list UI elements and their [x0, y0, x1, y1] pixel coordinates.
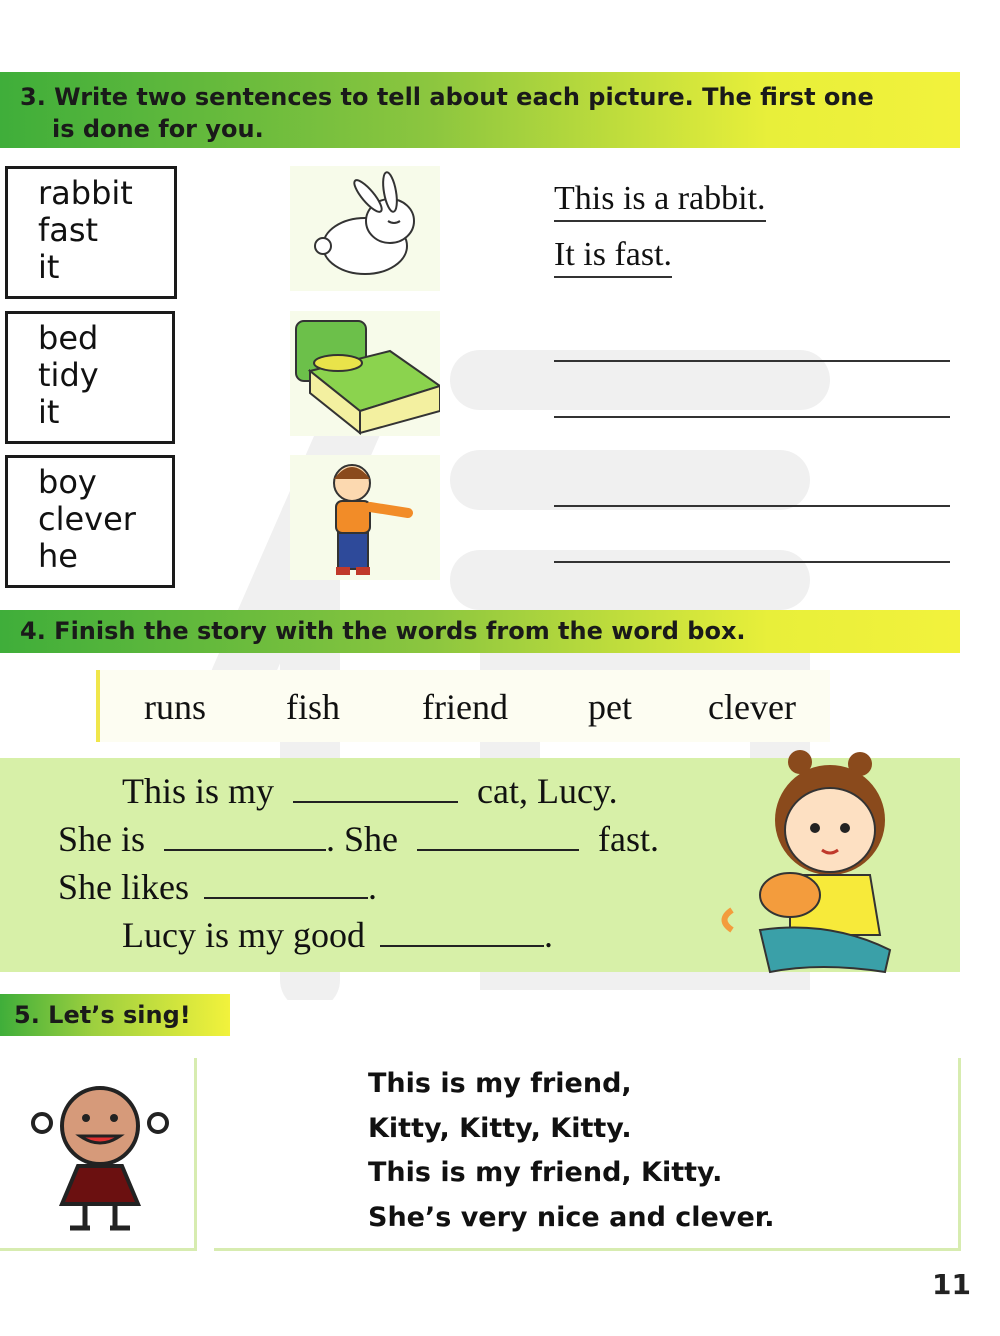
- story-line-4: [122, 914, 553, 956]
- word: it: [38, 393, 60, 431]
- section3-title-line1: 3. Write two sentences to tell about each picture. The first one: [20, 83, 874, 111]
- answer-blank-line[interactable]: [554, 561, 950, 563]
- story-line-2: [58, 818, 659, 860]
- word-box-item: fish: [286, 687, 340, 727]
- word-box-row3: [5, 455, 175, 588]
- story-blank[interactable]: [204, 867, 368, 899]
- story-text: She is: [58, 819, 146, 859]
- answer-line: It is fast.: [554, 236, 672, 278]
- word-box-item: runs: [144, 687, 206, 727]
- story-text: She likes: [58, 867, 189, 907]
- section4-banner: [0, 610, 960, 653]
- lyric-line: This is my friend,: [368, 1068, 632, 1099]
- word: clever: [38, 500, 136, 538]
- story-line-3: [58, 866, 377, 908]
- section5-banner: [0, 994, 230, 1036]
- section4-title: 4. Finish the story with the words from the word box.: [20, 617, 746, 645]
- word-box-row2: [5, 311, 175, 444]
- story-blank[interactable]: [164, 819, 326, 851]
- story-blank[interactable]: [293, 771, 458, 803]
- word-box-item: pet: [588, 687, 632, 727]
- bed-illustration: [290, 311, 440, 436]
- lyric-line: This is my friend, Kitty.: [368, 1157, 723, 1188]
- word: it: [38, 248, 60, 286]
- girl-with-cat-illustration: [720, 750, 900, 980]
- word-box-item: friend: [422, 687, 508, 727]
- word: boy: [38, 463, 97, 501]
- kitty-doll-illustration: [30, 1068, 170, 1238]
- word-box-row1: [5, 166, 177, 299]
- word-box-item: clever: [708, 687, 796, 727]
- story-text: cat, Lucy.: [477, 771, 618, 811]
- word: tidy: [38, 356, 99, 394]
- boy-illustration: [290, 455, 440, 580]
- word: rabbit: [38, 174, 133, 212]
- rabbit-illustration: [290, 166, 440, 291]
- section3-title-line2: is done for you.: [52, 115, 264, 143]
- lyric-line: She’s very nice and clever.: [368, 1202, 775, 1233]
- page-number: 11: [932, 1268, 971, 1301]
- story-text: .: [368, 867, 377, 907]
- section5-title: 5. Let’s sing!: [14, 1001, 191, 1029]
- word: bed: [38, 319, 99, 357]
- bed-picture: [290, 311, 440, 436]
- story-text: This is my: [122, 771, 275, 811]
- story-text: fast.: [598, 819, 659, 859]
- story-blank[interactable]: [417, 819, 579, 851]
- story-text: Lucy is my good: [122, 915, 365, 955]
- word: fast: [38, 211, 99, 249]
- answer-line: This is a rabbit.: [554, 180, 766, 222]
- story-line-1: [122, 770, 618, 812]
- answer-blank-line[interactable]: [554, 505, 950, 507]
- answer-blank-line[interactable]: [554, 416, 950, 418]
- story-blank[interactable]: [380, 915, 544, 947]
- rabbit-picture: [290, 166, 440, 291]
- story-text: .: [543, 915, 553, 955]
- word: he: [38, 537, 78, 575]
- answer-blank-line[interactable]: [554, 360, 950, 362]
- boy-picture: [290, 455, 440, 580]
- lyric-line: Kitty, Kitty, Kitty.: [368, 1113, 632, 1144]
- story-text: . She: [326, 819, 399, 859]
- section3-banner: [0, 72, 960, 148]
